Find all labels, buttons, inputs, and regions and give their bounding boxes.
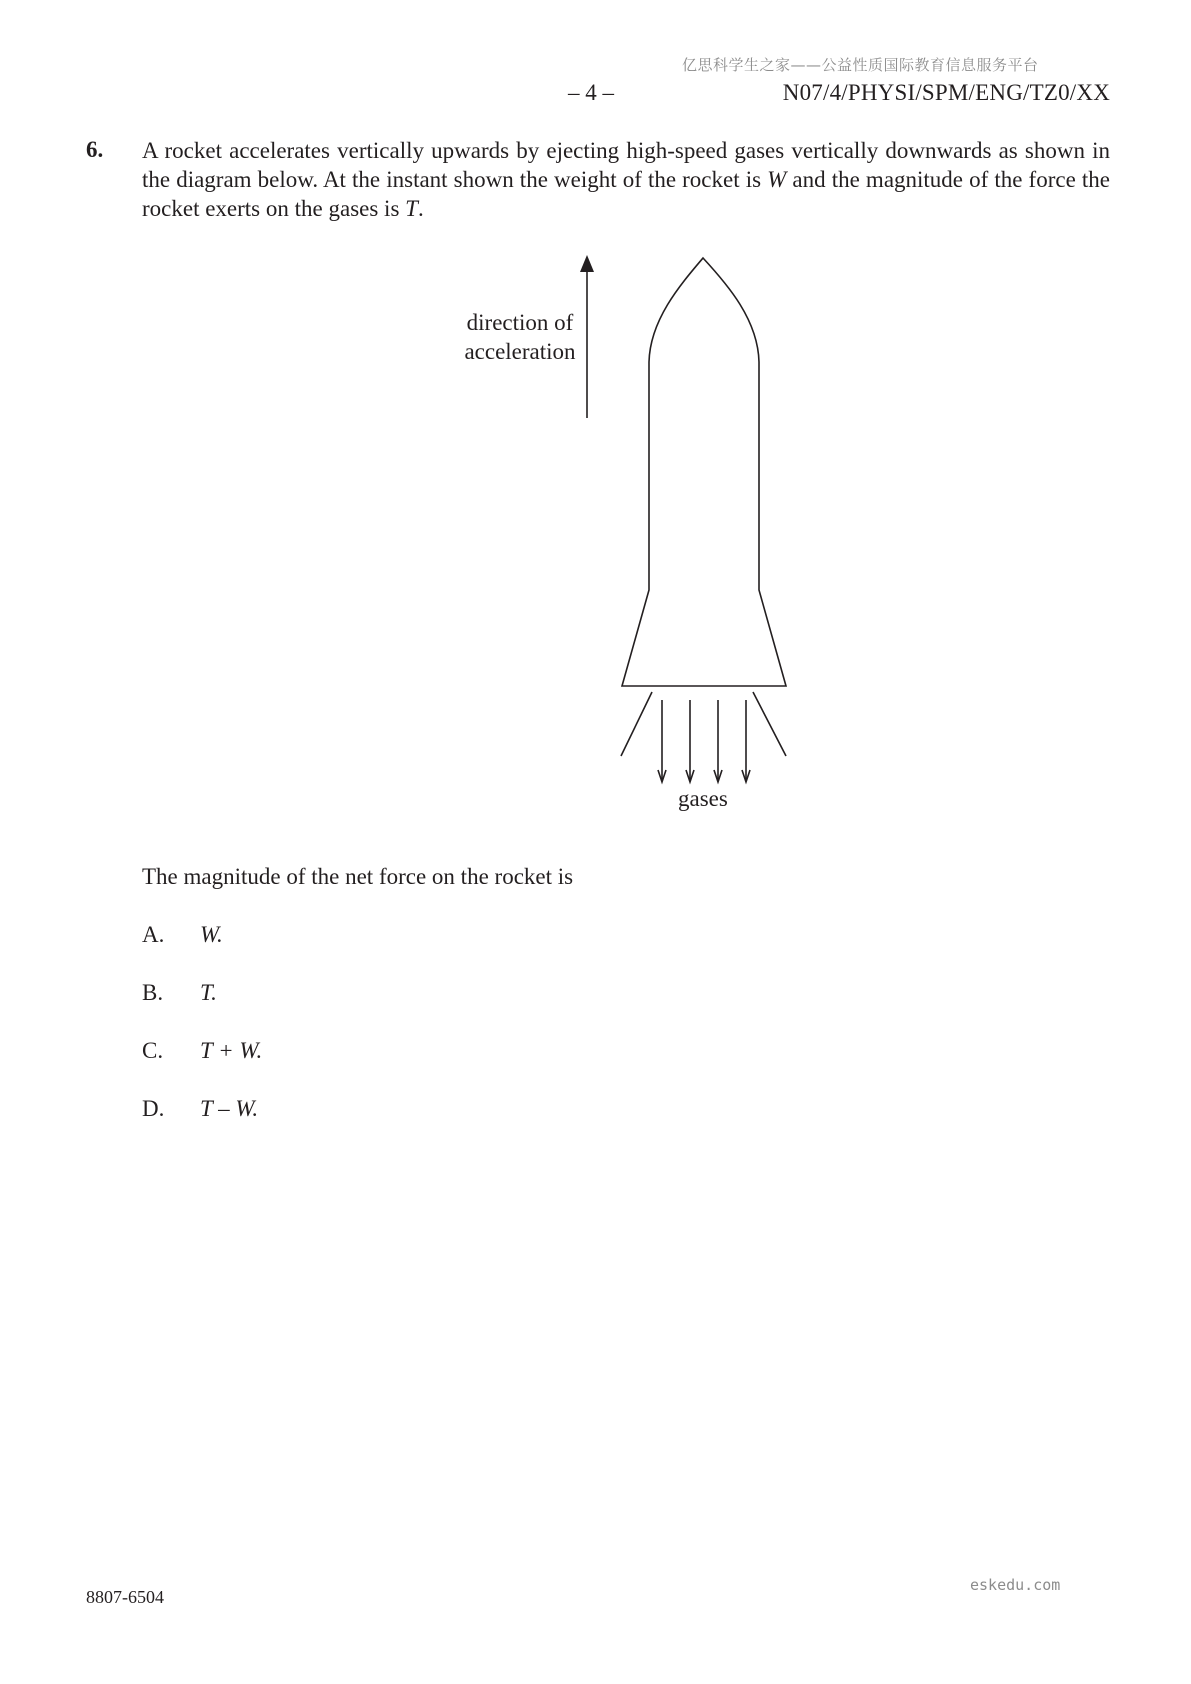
option-answer: T. (200, 980, 217, 1005)
plume-left-edge (621, 692, 652, 756)
option-letter: C. (142, 1038, 164, 1063)
question-stem: The magnitude of the net force on the rocket is (142, 864, 574, 889)
gases-label: gases (678, 786, 728, 811)
option-answer: T – W. (200, 1096, 259, 1121)
acceleration-arrowhead (580, 255, 594, 272)
plume-right-edge (753, 692, 786, 756)
direction-label: direction of acceleration (464, 310, 576, 364)
top-watermark: 亿思科学生之家——公益性质国际教育信息服务平台 (682, 56, 1039, 74)
variable-t: T (405, 196, 418, 221)
option-letter: A. (142, 922, 165, 947)
option-a (142, 922, 223, 948)
exam-code: N07/4/PHYSI/SPM/ENG/TZ0/XX (782, 80, 1110, 105)
option-c (142, 1038, 262, 1064)
option-b (142, 980, 217, 1006)
variable-w: W (767, 167, 787, 192)
option-letter: D. (142, 1096, 165, 1121)
option-d (142, 1096, 258, 1122)
page-number: – 4 – (568, 80, 614, 105)
bottom-watermark: eskedu.com (970, 1576, 1061, 1594)
footer-code: 8807-6504 (86, 1587, 164, 1607)
option-answer: T + W. (200, 1038, 263, 1063)
question-number: 6. (86, 137, 104, 162)
option-letter: B. (142, 980, 164, 1005)
question-text: A rocket accelerates vertically upwards by ejecting high-speed gases vertically downwards as shown in the diagram below. At the instant shown the weight of the rocket is W and the magnitude of the force the rocket exerts on the gases is T. (142, 138, 1110, 221)
rocket-outline (622, 258, 786, 686)
option-answer: W. (200, 922, 223, 947)
